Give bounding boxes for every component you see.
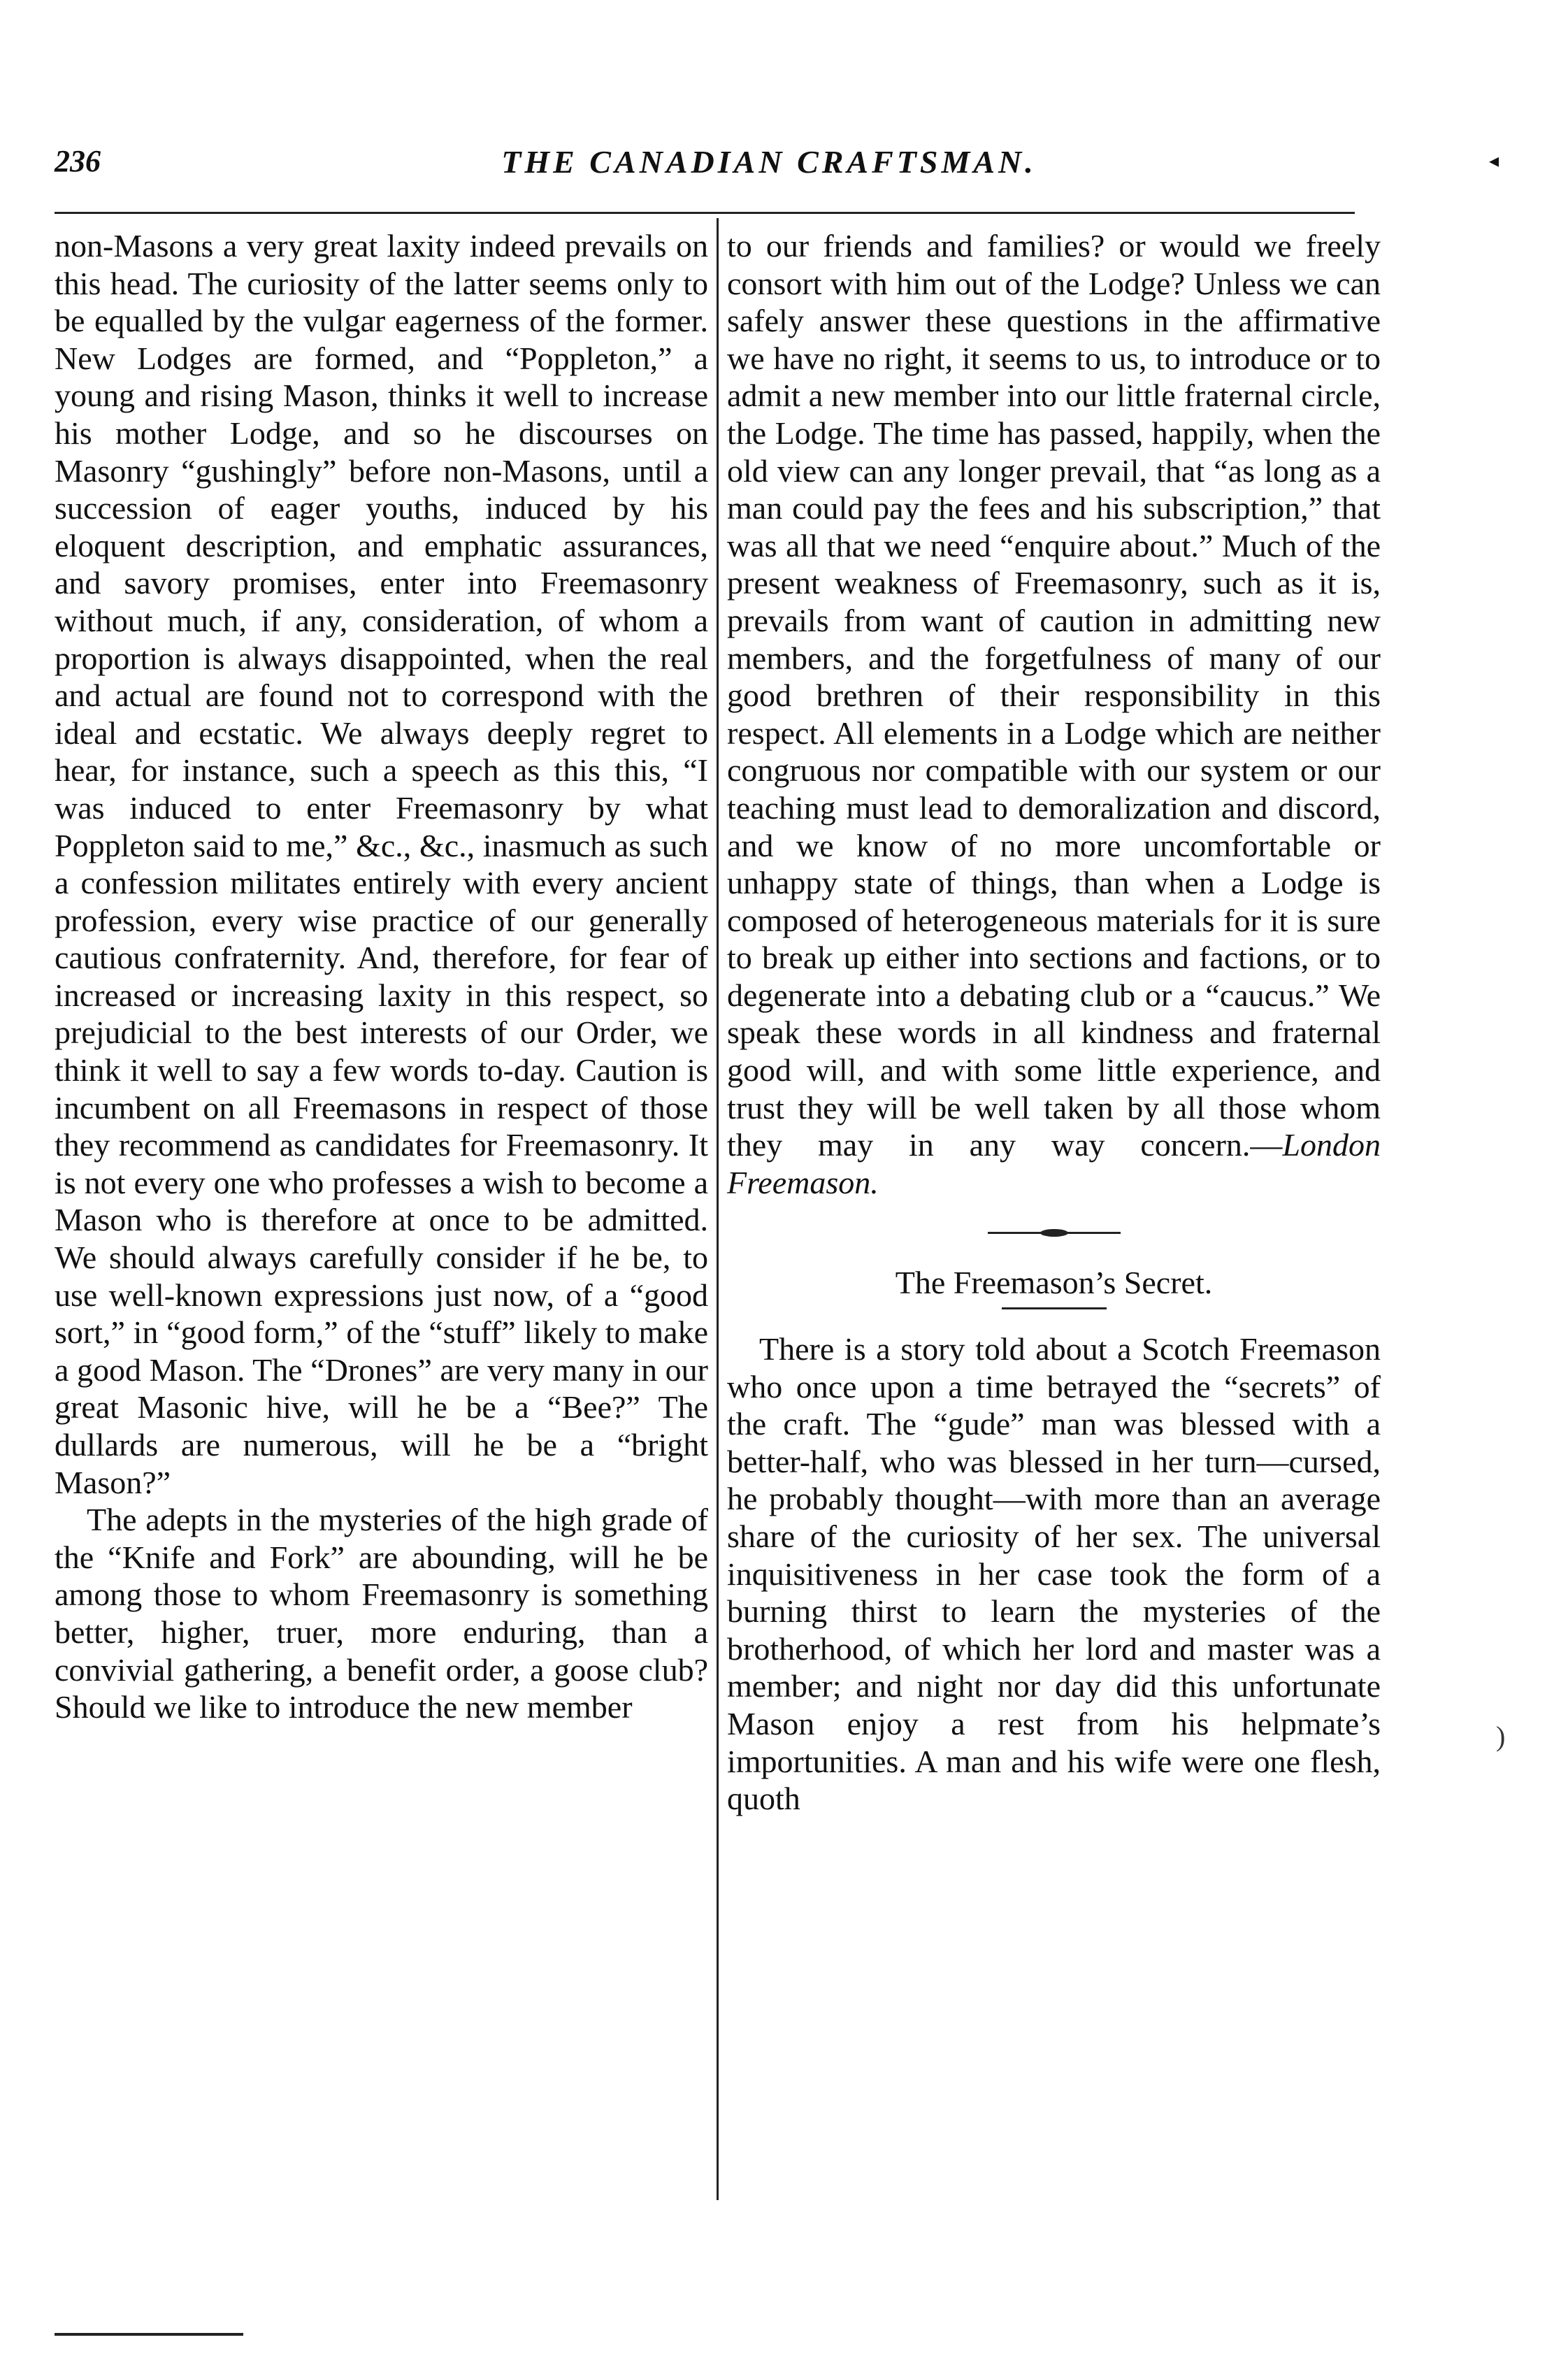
section-title: The Freemason’s Secret. xyxy=(895,1265,1213,1301)
source-signature: London Freemason. xyxy=(727,1127,1381,1200)
printer-mark: ◂ xyxy=(1489,150,1499,172)
left-column xyxy=(55,227,708,1726)
margin-mark: ) xyxy=(1496,1721,1506,1752)
page-number: 236 xyxy=(55,144,101,178)
right-paragraph-2: There is a story told about a Scotch Freemason who once upon a time betrayed the “secrets” of the craft. The “gude” man was blessed with a better-half, who was blessed in her turn—cursed, he probably thought—with more than an average share of the curiosity of her sex. The universal inquisitiveness in her case took the form of a burning thirst to learn the mysteries of the brotherhood, of which her lord and master was a member; and night nor day did this unfortunate Mason enjoy a rest from his helpmate’s importunities. A man and his wife were one flesh, quoth xyxy=(727,1331,1381,1817)
running-title: THE CANADIAN CRAFTSMAN. xyxy=(501,144,1037,180)
footer-rule xyxy=(55,2333,243,2336)
left-paragraph-2: The adepts in the mysteries of the high grade of the “Knife and Fork” are abounding, will he be among those to whom Freemasonry is something better, higher, truer, more enduring, than a convivial gathering, a benefit order, a goose club? Should we like to introduce the new member xyxy=(55,1502,708,1725)
right-paragraph-1 xyxy=(727,227,1381,1201)
page-header xyxy=(0,143,1568,199)
column-divider xyxy=(717,218,719,2200)
left-paragraph-1: non-Masons a very great laxity indeed prevails on this head. The curiosity of the latter seems only to be equalled by the vulgar eagerness of the former. New Lodges are formed, and “Poppleton,” a young and rising Mason, thinks it well to increase his mother Lodge, and so he discourses on Masonry “gushingly” before non-Masons, until a succession of eager youths, induced by his eloquent description, and emphatic assurances, and savory promises, enter into Freemasonry without much, if any, consideration, of whom a proportion is always disappointed, when the real and actual are found not to correspond with the ideal and ecstatic. We always deeply regret to hear, for instance, such a speech as this this, “I was induced to enter Freemasonry by what Poppleton said to me,” &c., &c., inasmuch as such a confession militates entirely with every ancient profession, every wise practice of our generally cautious confraternity. And, therefore, for fear of increased or increasing laxity in this respect, so prejudicial to the best interests of our Order, we think it well to say a few words to-day. Caution is incumbent on all Freemasons in respect of those they recommend as candidates for Freemasonry. It is not every one who professes a wish to become a Mason who is therefore at once to be admitted. We should always carefully consider if he be, to use well-known expressions just now, of a “good sort,” in “good form,” of the “stuff” likely to make a good Mason. The “Drones” are very many in our great Masonic hive, will he be a “Bee?” The dullards are numerous, will he be a “bright Mason?” xyxy=(55,228,708,1500)
title-rule xyxy=(1002,1307,1107,1309)
article-end-text: to our friends and families? or would we freely consort with him out of the Lodge? Unless we can safely answer these questions in the affirmative we have no right, it seems to us, to introduce or to admit a new member into our little fraternal circle, the Lodge. The time has passed, happily, when the old view can any longer prevail, that “as long as a man could pay the fees and his subscription,” that was all that we need “enquire about.” Much of the present weakness of Freemasonry, such as it is, prevails from want of caution in admitting new members, and the forgetfulness of many of our good brethren of their responsibility in this respect. All elements in a Lodge which are neither congruous nor compatible with our system or our teaching must lead to demoralization and discord, and we know of no more uncomfortable or unhappy state of things, than when a Lodge is composed of heterogeneous materials for it is sure to break up either into sections and factions, or to degenerate into a debating club or a “caucus.” We speak these words in all kindness and fraternal good will, and with some little experience, and trust they will be well taken by all those whom they may in any way concern.— xyxy=(727,228,1381,1163)
section-ornament xyxy=(727,1201,1381,1264)
header-rule xyxy=(55,212,1355,214)
right-column xyxy=(727,227,1381,1818)
